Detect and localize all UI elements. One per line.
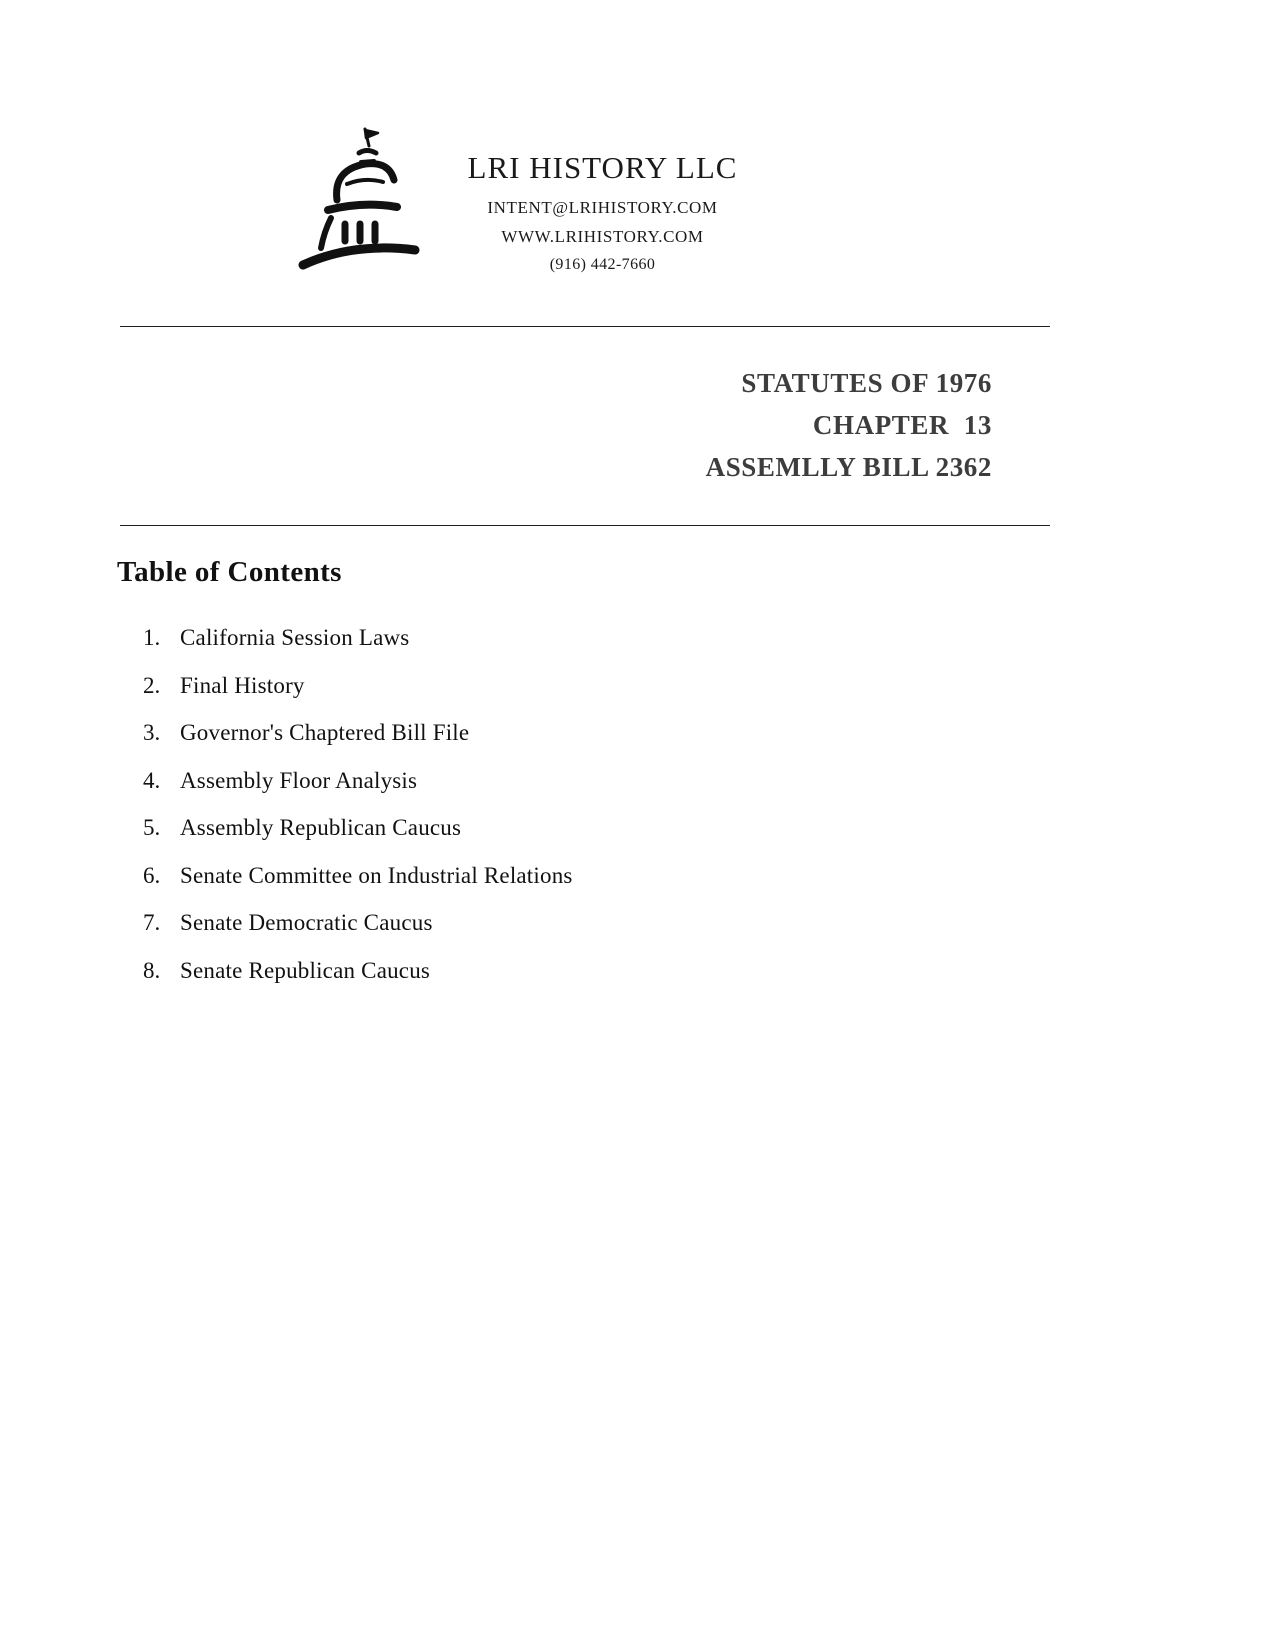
toc-item — [143, 767, 573, 795]
toc-item-label: Assembly Republican Caucus — [180, 815, 462, 840]
toc-item-number: 2. — [143, 672, 161, 698]
capitol-logo — [295, 122, 440, 287]
toc-item — [143, 957, 573, 985]
bill-line: ASSEMLLY BILL 2362 — [705, 452, 992, 482]
toc-item-label: Senate Committee on Industrial Relations — [180, 862, 573, 888]
toc-item-number: 8. — [143, 957, 161, 983]
letterhead — [430, 150, 775, 274]
toc-item-label: Governor's Chaptered Bill File — [180, 720, 470, 745]
capitol-dome-sketch-icon — [295, 122, 440, 287]
toc-item-number: 6. — [143, 862, 161, 888]
toc-item-label: Final History — [180, 672, 305, 698]
toc-heading: Table of Contents — [117, 556, 342, 588]
toc-item — [143, 909, 573, 937]
company-email: INTENT@LRIHISTORY.COM — [487, 198, 718, 217]
company-name: LRI HISTORY LLC — [467, 150, 738, 185]
statutes-line: STATUTES OF 1976 — [741, 368, 992, 398]
toc-item-number: 4. — [143, 767, 161, 793]
company-website: WWW.LRIHISTORY.COM — [501, 227, 704, 246]
toc-item-label: Senate Republican Caucus — [180, 957, 431, 983]
toc-item-number: 1. — [143, 625, 161, 650]
toc-item-label: Assembly Floor Analysis — [180, 767, 418, 793]
toc-item-number: 7. — [143, 910, 161, 935]
toc-item — [143, 672, 573, 700]
divider-top — [120, 326, 1050, 327]
chapter-line: CHAPTER 13 — [812, 410, 992, 440]
toc-item-label: Senate Democratic Caucus — [180, 910, 433, 935]
toc-item-number: 5. — [143, 815, 161, 840]
document-title-block — [610, 362, 992, 488]
divider-bottom — [120, 525, 1050, 526]
toc-item — [143, 862, 573, 890]
toc-item-label: California Session Laws — [180, 625, 410, 650]
toc-item-number: 3. — [143, 720, 161, 745]
company-phone: (916) 442-7660 — [549, 256, 656, 273]
toc-list — [143, 624, 573, 1004]
toc-item — [143, 624, 573, 652]
toc-item — [143, 814, 573, 842]
toc-item — [143, 719, 573, 747]
